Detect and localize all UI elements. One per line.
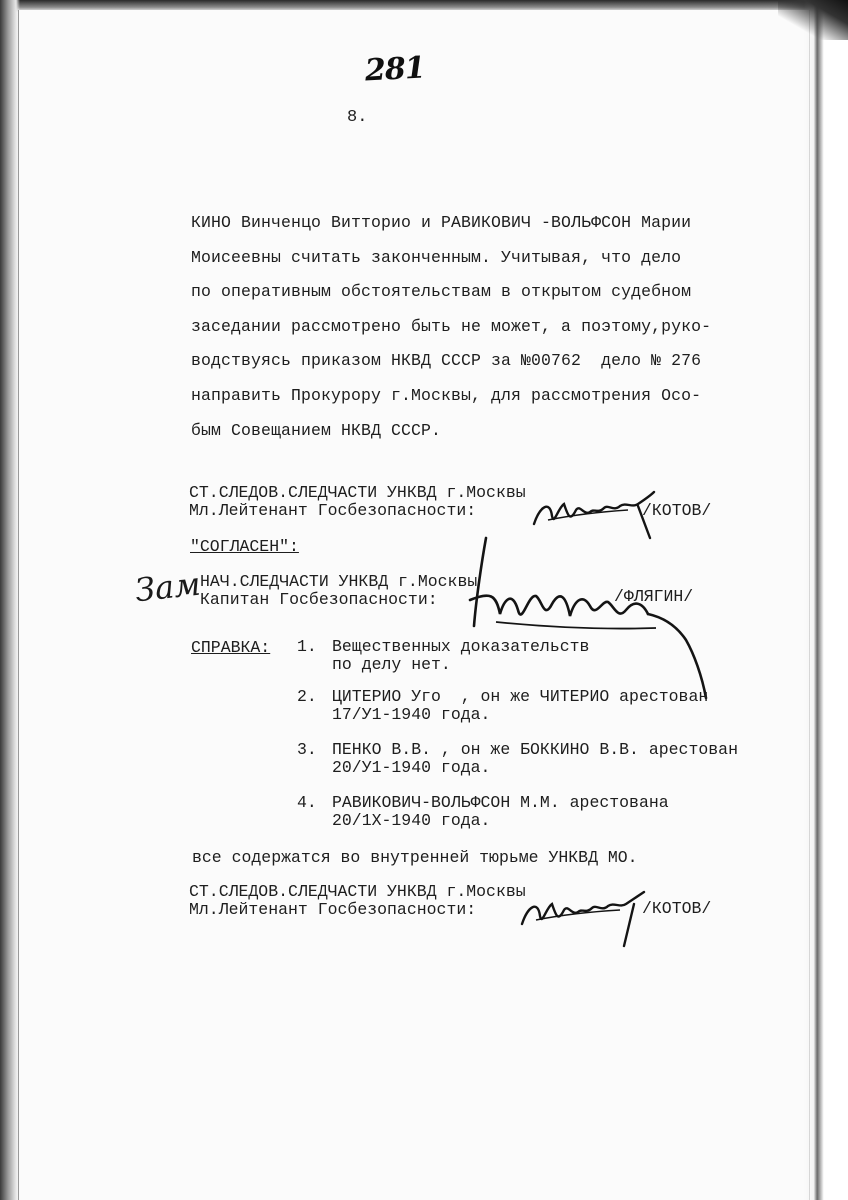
item-number: 2. — [297, 687, 317, 706]
item-line1: РАВИКОВИЧ-ВОЛЬФСОН М.М. арестована — [332, 793, 669, 812]
scan-corner-shadow — [778, 0, 848, 40]
page-number: 8. — [347, 108, 368, 127]
scan-right-edge — [804, 0, 848, 1200]
paragraph-line: по оперативным обстоятельствам в открытом судебном — [191, 282, 692, 302]
approval-name-flyagin: /ФЛЯГИН/ — [614, 587, 694, 606]
paragraph-line: направить Прокурору г.Москвы, для рассмотрения Осо- — [191, 385, 702, 405]
handwritten-signature-kotov-2 — [516, 884, 656, 950]
signature-block-kotov-1 — [189, 484, 526, 520]
item-line1: ПЕНКО В.В. , он же БОККИНО В.В. арестован — [332, 740, 738, 759]
paragraph-line: Моисеевны считать законченным. Учитывая, что дело — [191, 247, 682, 267]
paragraph-line: водствуясь приказом НКВД СССР за №00762 дело № 276 — [191, 351, 702, 371]
approval-title-line2: Капитан Госбезопасности: — [200, 590, 438, 609]
approval-label: "СОГЛАСЕН": — [190, 537, 299, 556]
signature-title-line2: Мл.Лейтенант Госбезопасности: — [189, 501, 477, 520]
scan-left-edge — [0, 0, 20, 1200]
detention-note: все содержатся во внутренней тюрьме УНКВД МО. — [192, 848, 638, 867]
signature-block-kotov-2 — [189, 883, 526, 919]
signature-title-line2: Мл.Лейтенант Госбезопасности: — [189, 900, 477, 919]
archive-sheet-number: 281 — [364, 50, 426, 89]
signature-name-kotov-1: /КОТОВ/ — [642, 501, 712, 520]
main-paragraph — [191, 206, 811, 448]
spravka-label: СПРАВКА: — [191, 638, 271, 657]
approval-block-flyagin — [200, 573, 477, 609]
item-number: 1. — [297, 637, 317, 656]
item-line1: ЦИТЕРИО Уго , он же ЧИТЕРИО арестован — [332, 687, 709, 706]
handwritten-signature-flyagin — [456, 530, 716, 710]
item-line2: 20/У1-1940 года. — [332, 758, 491, 777]
item-line2: 20/1Х-1940 года. — [332, 811, 491, 830]
approval-title-line1: НАЧ.СЛЕДЧАСТИ УНКВД г.Москвы — [200, 572, 478, 591]
signature-title-line1: СТ.СЛЕДОВ.СЛЕДЧАСТИ УНКВД г.Москвы — [189, 483, 526, 502]
paragraph-line: КИНО Винченцо Витторио и РАВИКОВИЧ -ВОЛЬФСОН Марии — [191, 213, 692, 232]
signature-name-kotov-2: /КОТОВ/ — [642, 899, 712, 918]
item-line2: 17/У1-1940 года. — [332, 705, 491, 724]
item-number: 3. — [297, 740, 317, 759]
signature-title-line1: СТ.СЛЕДОВ.СЛЕДЧАСТИ УНКВД г.Москвы — [189, 882, 526, 901]
handwritten-annotation-zam: Зам — [133, 564, 203, 610]
item-line2: по делу нет. — [332, 655, 451, 674]
paragraph-line: заседании рассмотрено быть не может, а поэтому,руко- — [191, 316, 712, 336]
item-line1: Вещественных доказательств — [332, 637, 590, 656]
paragraph-line: бым Совещанием НКВД СССР. — [191, 420, 442, 440]
item-number: 4. — [297, 793, 317, 812]
